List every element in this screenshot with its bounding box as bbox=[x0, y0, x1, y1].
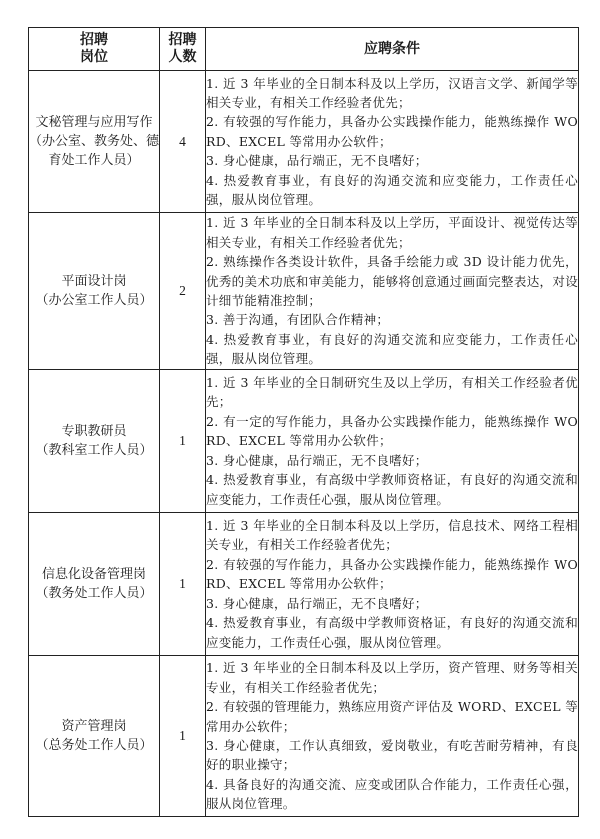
position-dept: （教务处工作人员） bbox=[35, 586, 153, 601]
count-cell: 1 bbox=[160, 370, 206, 513]
condition-item: 1. 近 3 年毕业的全日制本科及以上学历，汉语言文学、新闻学等相关专业，有相关工作经验者优先； bbox=[206, 75, 578, 110]
position-cell bbox=[29, 656, 160, 817]
condition-item: 3. 身心健康，工作认真细致，爱岗敬业，有吃苦耐劳精神，有良好的职业操守； bbox=[206, 738, 578, 773]
condition-item: 1. 近 3 年毕业的全日制本科及以上学历，信息技术、网络工程相关专业，有相关工作经验者优先； bbox=[206, 518, 578, 553]
condition-item: 1. 近 3 年毕业的全日制研究生及以上学历，有相关工作经验者优先； bbox=[206, 375, 578, 410]
position-dept: （总务处工作人员） bbox=[35, 738, 153, 753]
condition-item: 4. 热爱教育事业，有高级中学教师资格证，有良好的沟通交流和应变能力，工作责任心强，服从岗位管理。 bbox=[206, 615, 578, 650]
position-dept: （办公室、教务处、德育处工作人员） bbox=[29, 134, 160, 168]
position-title: 资产管理岗 bbox=[61, 719, 127, 734]
table-header bbox=[29, 28, 579, 71]
header-position bbox=[29, 28, 160, 71]
count-cell: 1 bbox=[160, 513, 206, 656]
position-cell bbox=[29, 71, 160, 213]
conditions-cell bbox=[206, 370, 579, 513]
condition-item: 4. 热爱教育事业，有高级中学教师资格证，有良好的沟通交流和应变能力，工作责任心强，服从岗位管理。 bbox=[206, 472, 578, 507]
position-cell bbox=[29, 370, 160, 513]
condition-item: 3. 身心健康，品行端正，无不良嗜好； bbox=[206, 452, 428, 468]
conditions-cell bbox=[206, 656, 579, 817]
table-row bbox=[29, 513, 579, 656]
header-count-line2: 人数 bbox=[168, 49, 197, 65]
position-title: 信息化设备管理岗 bbox=[41, 567, 146, 582]
conditions-cell bbox=[206, 71, 579, 213]
header-conditions: 应聘条件 bbox=[206, 28, 579, 71]
header-position-line1: 招聘 bbox=[80, 32, 108, 48]
condition-item: 3. 身心健康，品行端正，无不良嗜好； bbox=[206, 595, 428, 611]
conditions-cell bbox=[206, 513, 579, 656]
header-row bbox=[29, 28, 579, 71]
position-cell bbox=[29, 513, 160, 656]
position-title: 文秘管理与应用写作 bbox=[35, 115, 153, 130]
condition-item: 2. 熟练操作各类设计软件，具备手绘能力或 3D 设计能力优先，优秀的美术功底和审美能力，能够将创意通过画面完整表达，对设计细节能精准控制； bbox=[206, 254, 578, 308]
condition-item: 4. 热爱教育事业，有良好的沟通交流和应变能力，工作责任心强，服从岗位管理。 bbox=[206, 331, 578, 367]
condition-item: 3. 身心健康，品行端正，无不良嗜好； bbox=[206, 153, 428, 169]
conditions-cell bbox=[206, 213, 579, 370]
count-cell: 1 bbox=[160, 656, 206, 817]
table-row bbox=[29, 71, 579, 213]
condition-item: 2. 有较强的管理能力，熟练应用资产评估及 WORD、EXCEL 等常用办公软件； bbox=[206, 699, 578, 734]
table-row bbox=[29, 656, 579, 817]
condition-item: 4. 具备良好的沟通交流、应变或团队合作能力，工作责任心强，服从岗位管理。 bbox=[206, 776, 578, 812]
condition-item: 2. 有一定的写作能力，具备办公实践操作能力，能熟练操作 WORD、EXCEL 等常用办公软件； bbox=[206, 413, 578, 449]
position-dept: （教科室工作人员） bbox=[35, 443, 153, 458]
header-count bbox=[160, 28, 206, 71]
condition-item: 3. 善于沟通，有团队合作精神； bbox=[206, 312, 390, 328]
recruitment-table bbox=[28, 27, 579, 817]
position-cell bbox=[29, 213, 160, 370]
header-position-line2: 岗位 bbox=[80, 49, 108, 65]
condition-item: 1. 近 3 年毕业的全日制本科及以上学历，资产管理、财务等相关专业，有相关工作经验者优先； bbox=[206, 660, 578, 695]
count-cell: 4 bbox=[160, 71, 206, 213]
condition-item: 2. 有较强的写作能力，具备办公实践操作能力，能熟练操作 WORD、EXCEL 等常用办公软件； bbox=[206, 114, 578, 149]
header-count-line1: 招聘 bbox=[168, 32, 197, 48]
position-dept: （办公室工作人员） bbox=[35, 293, 153, 308]
condition-item: 4. 热爱教育事业，有良好的沟通交流和应变能力，工作责任心强，服从岗位管理。 bbox=[206, 172, 578, 208]
condition-item: 1. 近 3 年毕业的全日制本科及以上学历，平面设计、视觉传达等相关专业，有相关工作经验者优先； bbox=[206, 215, 578, 250]
count-cell: 2 bbox=[160, 213, 206, 370]
table-body bbox=[29, 71, 579, 817]
condition-item: 2. 有较强的写作能力，具备办公实践操作能力，能熟练操作 WORD、EXCEL 等常用办公软件； bbox=[206, 556, 578, 592]
table-row bbox=[29, 370, 579, 513]
position-title: 专职教研员 bbox=[61, 424, 127, 439]
table-row bbox=[29, 213, 579, 370]
position-title: 平面设计岗 bbox=[61, 274, 127, 289]
